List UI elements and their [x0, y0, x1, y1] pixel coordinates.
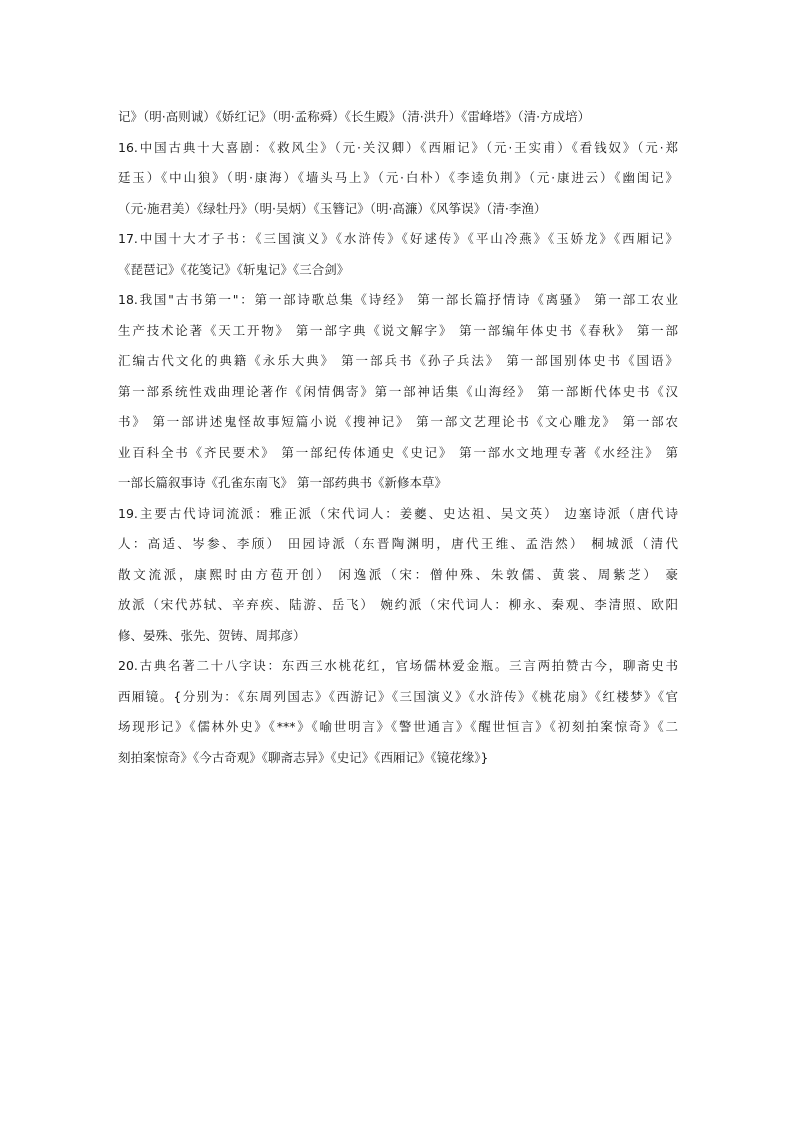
- text-line: 放派（宋代苏轼、辛弃疾、陆游、岳飞） 婉约派（宋代词人：柳永、秦观、李清照、欧阳: [118, 597, 678, 612]
- text-line: （元·施君美）《绿牡丹》（明·吴炳）《玉簪记》（明·高濂）《风筝误》（清·李渔）: [118, 200, 547, 216]
- text-line: 19.主要古代诗词流派：雅正派（宋代词人：姜夔、史达祖、吴文英） 边塞诗派（唐代诗: [118, 505, 678, 521]
- text-line: 18.我国"古书第一"：第一部诗歌总集《诗经》 第一部长篇抒情诗《离骚》 第一部工农业: [118, 292, 678, 307]
- text-line: 记》（明·高则诚）《娇红记》（明·孟称舜）《长生殿》（清·洪升）《雷峰塔》（清·方成培）: [118, 109, 591, 124]
- text-line: 20.古典名著二十八字诀：东西三水桃花红，官场儒林爱金瓶。三言两拍赞古今，聊斋史书: [118, 658, 678, 673]
- text-line: 16.中国古典十大喜剧：《救风尘》（元·关汉卿）《西厢记》（元·王实甫）《看钱奴》（元·郑: [118, 139, 678, 155]
- text-line: 西厢镜。{分别为：《东周列国志》《西游记》《三国演义》《水浒传》《桃花扇》《红楼梦》《官: [118, 688, 678, 704]
- document-body: [118, 102, 678, 773]
- text-line: 汇编古代文化的典籍《永乐大典》 第一部兵书《孙子兵法》 第一部国别体史书《国语》: [118, 353, 678, 368]
- text-line: 刻拍案惊奇》《今古奇观》《聊斋志异》《史记》《西厢记》《镜花缘》}: [118, 749, 489, 765]
- text-line: 书》 第一部讲述鬼怪故事短篇小说《搜神记》 第一部文艺理论书《文心雕龙》 第一部农: [118, 414, 678, 429]
- text-line: 业百科全书《齐民要术》 第一部纪传体通史《史记》 第一部水文地理专著《水经注》 第: [118, 444, 678, 460]
- text-line: 生产技术论著《天工开物》 第一部字典《说文解字》 第一部编年体史书《春秋》 第一部: [118, 322, 678, 338]
- text-line: 廷玉）《中山狼》（明·康海）《墙头马上》（元·白朴）《李逵负荆》（元·康进云）《幽闺记》: [118, 170, 678, 185]
- text-line: 17.中国十大才子书：《三国演义》《水浒传》《好逑传》《平山冷燕》《玉娇龙》《西厢记》: [118, 231, 678, 246]
- text-line: 一部长篇叙事诗《孔雀东南飞》 第一部药典书《新修本草》: [118, 475, 447, 490]
- text-line: 场现形记》《儒林外史》《***》《喻世明言》《警世通言》《醒世恒言》《初刻拍案惊奇》《二: [118, 719, 678, 734]
- text-line: 《琵琶记》《花笺记》《斩鬼记》《三合剑》: [118, 261, 350, 277]
- text-line: 修、晏殊、张先、贺铸、周邦彦）: [118, 627, 306, 643]
- text-line: 散文流派，康熙时由方苞开创） 闲逸派（宋：僧仲殊、朱敦儒、黄裳、周紫芝） 豪: [118, 566, 678, 582]
- text-line: 人：高适、岑参、李颀） 田园诗派（东晋陶渊明，唐代王维、孟浩然） 桐城派（清代: [118, 536, 678, 551]
- text-line: 第一部系统性戏曲理论著作《闲情偶寄》第一部神话集《山海经》 第一部断代体史书《汉: [118, 383, 678, 399]
